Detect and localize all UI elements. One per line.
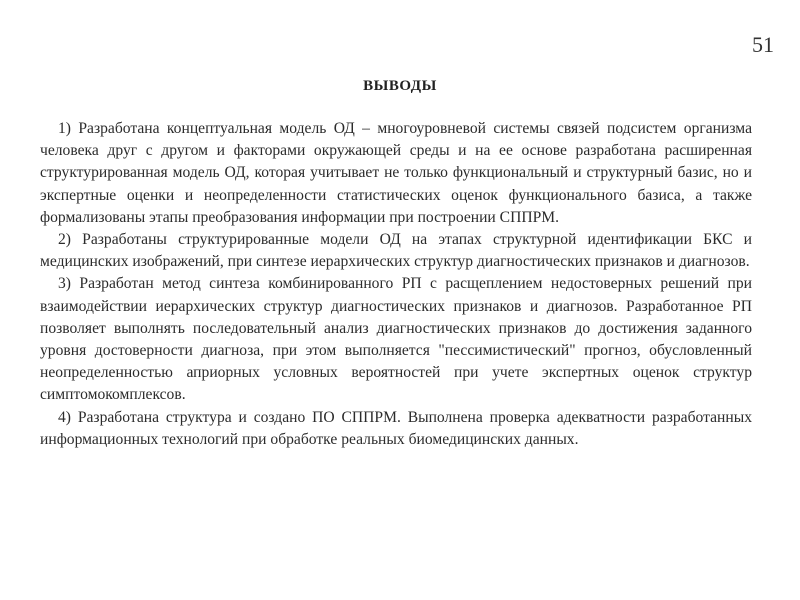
conclusion-paragraph-4: 4) Разработана структура и создано ПО СППРМ. Выполнена проверка адекватности разработанных информационных технологий при обработке реальных биомедицинских данных. — [40, 408, 752, 448]
conclusion-paragraph-2: 2) Разработаны структурированные модели ОД на этапах структурной идентификации БКС и медицинских изображений, при синтезе иерархических структур диагностических признаков и диагнозов. — [40, 231, 752, 271]
conclusion-paragraph-1: 1) Разработана концептуальная модель ОД – многоуровневой системы связей подсистем организма человека друг с другом и факторами окружающей среды и на ее основе разработана расширенная структурированная модель ОД, которая учитывает не только функциональный и структурный базис, но и экспертные оценки и неопределенности статистических оценок функционального базиса, а также формализованы этапы преобразования информации при построении СППРМ. — [40, 120, 752, 226]
page-number: 51 — [752, 32, 774, 57]
page-title: ВЫВОДЫ — [363, 78, 437, 94]
conclusions-body — [40, 118, 752, 451]
conclusion-paragraph-3: 3) Разработан метод синтеза комбинированного РП с расщеплением недостоверных решений при взаимодействии иерархических структур диагностических признаков и диагнозов. Разработанное РП позволяет выполнять последовательный анализ диагностических признаков до достижения заданного уровня достоверности диагноза, при этом выполняется "пессимистический" прогноз, обусловленный неопределенностью априорных условных вероятностей при учете экспертных оценок структур симптомокомплексов. — [40, 275, 752, 404]
